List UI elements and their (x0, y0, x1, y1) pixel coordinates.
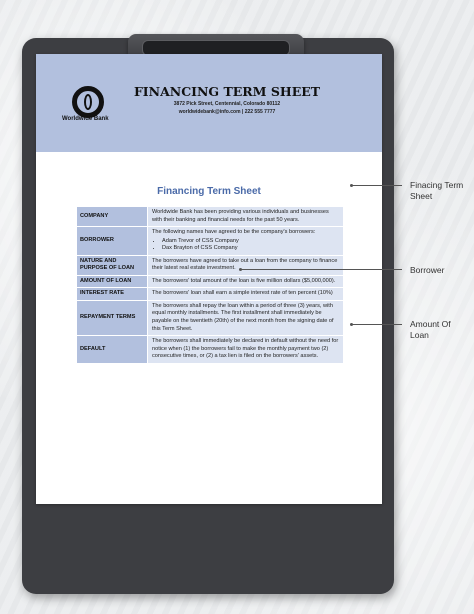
callout-amount-of-loan: Amount Of Loan (410, 319, 451, 340)
list-item: • Dax Brayton of CSS Company (162, 245, 339, 253)
row-value-default: The borrowers shall immediately be declared in default without the need for notice when (1) the borrowers fail to make the monthly payment two (2) consecutive times, or (2) a tax lien is filed on the borrowers' assets. (148, 336, 344, 364)
document-header (36, 54, 382, 152)
document-title: FINANCING TERM SHEET (133, 84, 321, 99)
document-page (36, 54, 382, 504)
borrower-list (152, 238, 339, 253)
list-item: • Adam Trevor of CSS Company (162, 238, 339, 246)
callout-financing-term-sheet: Finacing Term Sheet (410, 180, 464, 201)
row-value-nature: The borrowers have agreed to take out a loan from the company to finance their latest real estate investment. (148, 255, 344, 275)
row-label-interest: INTEREST RATE (77, 288, 148, 301)
borrower-intro: The following names have agreed to be the company's borrowers: (152, 229, 316, 236)
row-value-company: Worldwide Bank has been providing various individuals and businesses with their banking and financial needs for the past 50 years. (148, 207, 344, 227)
row-value-interest: The borrowers' loan shall earn a simple interest rate of ten percent (10%) (148, 288, 344, 301)
row-value-repayment: The borrowers shall repay the loan within a period of three (3) years, with equal monthly installments. The first installment shall immediately be payable on the twentieth (20th) of the next month from the signing date of this Term Sheet. (148, 300, 344, 335)
table-row (77, 300, 344, 335)
bank-contact: worldwidebank@info.com | 222 555 7777 (178, 109, 276, 115)
bank-logo-icon (72, 86, 104, 118)
row-label-nature: NATURE AND PURPOSE OF LOAN (77, 255, 148, 275)
callout-borrower: Borrower (410, 265, 445, 275)
callout-line-title (352, 185, 402, 186)
bank-address: 3872 Pick Street, Centennial, Colorado 80112 (173, 101, 281, 107)
row-label-repayment: REPAYMENT TERMS (77, 300, 148, 335)
table-row (77, 275, 344, 288)
bank-name: Worldwide Bank (62, 116, 109, 122)
terms-table (76, 206, 344, 364)
row-value-amount: The borrowers' total amount of the loan is five million dollars ($5,000,000). (148, 275, 344, 288)
sheet-title: Financing Term Sheet (157, 186, 261, 197)
callout-line-amount (352, 324, 402, 325)
table-row (77, 227, 344, 256)
row-label-borrower: BORROWER (77, 227, 148, 256)
row-value-borrower (148, 227, 344, 256)
row-label-company: COMPANY (77, 207, 148, 227)
table-row (77, 207, 344, 227)
table-row (77, 336, 344, 364)
table-row (77, 288, 344, 301)
callout-line-borrower (241, 269, 402, 270)
row-label-amount: AMOUNT OF LOAN (77, 275, 148, 288)
row-label-default: DEFAULT (77, 336, 148, 364)
table-row (77, 255, 344, 275)
